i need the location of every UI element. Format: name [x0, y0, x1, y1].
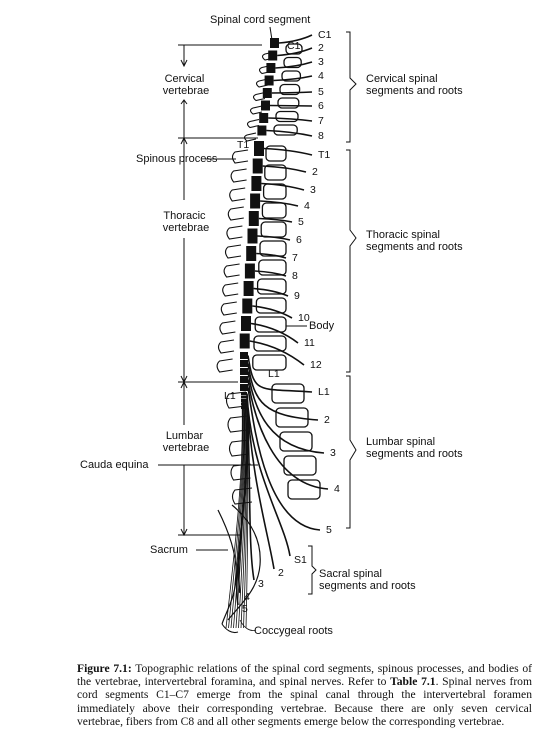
coccyx-outline: [222, 624, 238, 633]
segment-label-lumbar-3: 3: [330, 447, 336, 459]
lumbar-segments-label: [366, 436, 463, 460]
cervical-vertebrae-label: [163, 73, 209, 97]
segment-label-thoracic-2: 2: [312, 166, 318, 178]
lumbar-vertebrae-label: [163, 430, 209, 454]
spinous-process: [227, 226, 243, 239]
spinal-column-art: [217, 35, 331, 633]
segment-label-thoracic-12: 12: [310, 359, 322, 371]
segment-label-thoracic-9: 9: [294, 290, 300, 302]
thoracic-segments-line2: segments and roots: [366, 241, 463, 253]
thoracic-segments-label: [366, 229, 463, 253]
thoracic-vertebrae-label: [163, 210, 209, 234]
body-label: Body: [309, 320, 335, 332]
vertebra-marker-t1: T1: [237, 139, 250, 151]
spinous-process: [226, 245, 242, 258]
vertebral-body: [272, 384, 304, 403]
segment-label-cervical-3: 3: [318, 56, 324, 68]
cord-segment: [257, 126, 266, 136]
caption-text-part2: . Spinal nerves from cord segments C1–C7 emerge from the spinal canal through the intervertebral foramen immediately above their corresponding vertebrae. Because there are only seven cervical vertebrae, fibers from C8 and all other segments emerge below the corresponding vertebrae.: [77, 675, 533, 728]
cord-segment: [249, 211, 259, 226]
spinous-process: [230, 188, 246, 201]
cervical-segments-label: [366, 73, 463, 97]
lumbar-segments-line1: Lumbar spinal: [366, 436, 436, 448]
spinous-process: [228, 207, 244, 220]
cord-segment: [240, 334, 250, 349]
lumbar-segments-line2: segments and roots: [366, 448, 463, 460]
spinous-process: [251, 106, 263, 114]
caption-text-part1: Topographic relations of the spinal cord segments, spinous processes, and bodies of the vertebrae, intervertebral foramina, and spinal nerves. Refer to: [77, 662, 532, 689]
nerve-root-cervical-5: [272, 92, 312, 93]
cord-segment: [241, 392, 247, 395]
cord-segment: [251, 176, 261, 191]
cord-segment: [254, 141, 264, 156]
cervical-segments-line1: Cervical spinal: [366, 73, 438, 85]
segment-label-thoracic-6: 6: [296, 234, 302, 246]
cervical-vertebrae-line1: Cervical: [164, 73, 205, 85]
segment-label-cervical-5: 5: [318, 86, 324, 98]
vertebral-body: [276, 408, 308, 427]
vertebra-marker-l1-spinous: L1: [224, 390, 236, 402]
cord-segment: [241, 396, 247, 399]
cord-segment: [265, 76, 274, 86]
spinous-process: [224, 264, 240, 277]
nerve-root-lumbar-1: [248, 356, 312, 393]
vertebral-body: [256, 298, 286, 313]
nerve-root-thoracic-1: [264, 149, 312, 156]
segment-label-lumbar-4: 4: [334, 483, 340, 495]
spinous-process: [217, 359, 233, 372]
segment-label-cervical-4: 4: [318, 70, 324, 82]
segment-label-lumbar-1: L1: [318, 386, 330, 398]
lumbar-vertebrae-line2: vertebrae: [162, 442, 210, 454]
vertebra-marker-l1: L1: [268, 368, 280, 380]
vertebral-body: [261, 222, 286, 237]
cord-segment: [246, 246, 256, 261]
cord-segment: [248, 229, 258, 244]
thoracic-vertebrae-line1: Thoracic: [163, 210, 206, 222]
segment-label-sacral-3: 3: [258, 578, 264, 590]
spinous-process-label: Spinous process: [136, 153, 218, 165]
spinous-process: [231, 169, 247, 182]
coccygeal-roots-label: Coccygeal roots: [254, 625, 333, 637]
cord-segment: [245, 264, 255, 279]
segment-label-thoracic-3: 3: [310, 184, 316, 196]
nerve-root-cervical-7: [268, 118, 312, 121]
sacrum-label: Sacrum: [150, 544, 188, 556]
cord-segment: [259, 113, 268, 123]
cord-segment: [250, 194, 260, 209]
right-region-braces: [346, 32, 356, 528]
figure-caption: [77, 662, 532, 728]
spinous-process: [219, 340, 235, 353]
segment-label-thoracic-11: 11: [304, 337, 315, 349]
cord-segment: [263, 88, 272, 98]
segment-label-sacral-5: 5: [242, 603, 248, 615]
spinous-process: [248, 120, 260, 128]
segment-label-lumbar-2: 2: [324, 414, 330, 426]
thoracic-segments-line1: Thoracic spinal: [366, 229, 440, 241]
segment-label-thoracic-1: T1: [318, 149, 331, 161]
spinal-cord-segment-label: Spinal cord segment: [210, 14, 311, 26]
segment-label-cervical-7: 7: [318, 115, 324, 127]
segment-label-sacral-2: 2: [278, 567, 284, 579]
caption-figure-label: Figure 7.1:: [77, 662, 132, 675]
lumbar-vertebrae-line1: Lumbar: [165, 430, 204, 442]
cord-segment: [240, 352, 248, 359]
cord-segment: [240, 376, 248, 383]
vertebra-marker-c1: C1: [287, 40, 301, 52]
sacral-segments-line2: segments and roots: [319, 580, 416, 592]
cord-segment: [240, 360, 248, 367]
sacral-segments-label: [319, 568, 416, 592]
cord-segment: [240, 368, 248, 375]
cord-segment: [244, 281, 254, 296]
segment-label-cervical-2: 2: [318, 42, 324, 54]
caption-table-ref: Table 7.1: [390, 675, 436, 689]
spinous-process: [220, 321, 236, 334]
segment-label-cervical-6: 6: [318, 100, 324, 112]
cord-segment: [241, 316, 251, 331]
cord-segment: [270, 38, 279, 48]
spinous-process: [233, 150, 249, 163]
cord-segment: [253, 159, 263, 174]
sacral-brace: [308, 546, 316, 594]
nerve-root-thoracic-2: [263, 166, 306, 172]
spinous-process: [221, 302, 237, 315]
segment-label-thoracic-4: 4: [304, 200, 310, 212]
segment-label-lumbar-5: 5: [326, 524, 332, 536]
segment-label-thoracic-5: 5: [298, 216, 304, 228]
cord-segment: [268, 51, 277, 61]
segment-label-cervical-8: 8: [318, 130, 324, 142]
segment-label-cervical-1: C1: [318, 29, 332, 41]
cauda-equina-label: Cauda equina: [80, 459, 149, 471]
segment-label-thoracic-7: 7: [292, 252, 298, 264]
cord-segment: [240, 384, 248, 391]
spinous-process: [223, 283, 239, 296]
thoracic-vertebrae-line2: vertebrae: [162, 222, 210, 234]
cervical-vertebrae-line2: vertebrae: [162, 85, 210, 97]
cord-segment: [266, 63, 275, 73]
vertebral-body: [262, 203, 286, 218]
segment-label-thoracic-8: 8: [292, 270, 298, 282]
segment-label-thoracic-10: 10: [298, 312, 310, 324]
nerve-root-cervical-4: [274, 76, 312, 81]
segment-label-sacral-4: 4: [244, 591, 250, 603]
segment-label-sacral-1: S1: [294, 554, 307, 566]
nerve-root-thoracic-6: [258, 236, 291, 240]
sacral-segments-line1: Sacral spinal: [319, 568, 382, 580]
nerve-root-cervical-6: [270, 106, 312, 107]
nerve-root-thoracic-12: [250, 341, 304, 365]
cord-segment: [261, 101, 270, 111]
cervical-segments-line2: segments and roots: [366, 85, 463, 97]
cord-segment: [242, 299, 252, 314]
